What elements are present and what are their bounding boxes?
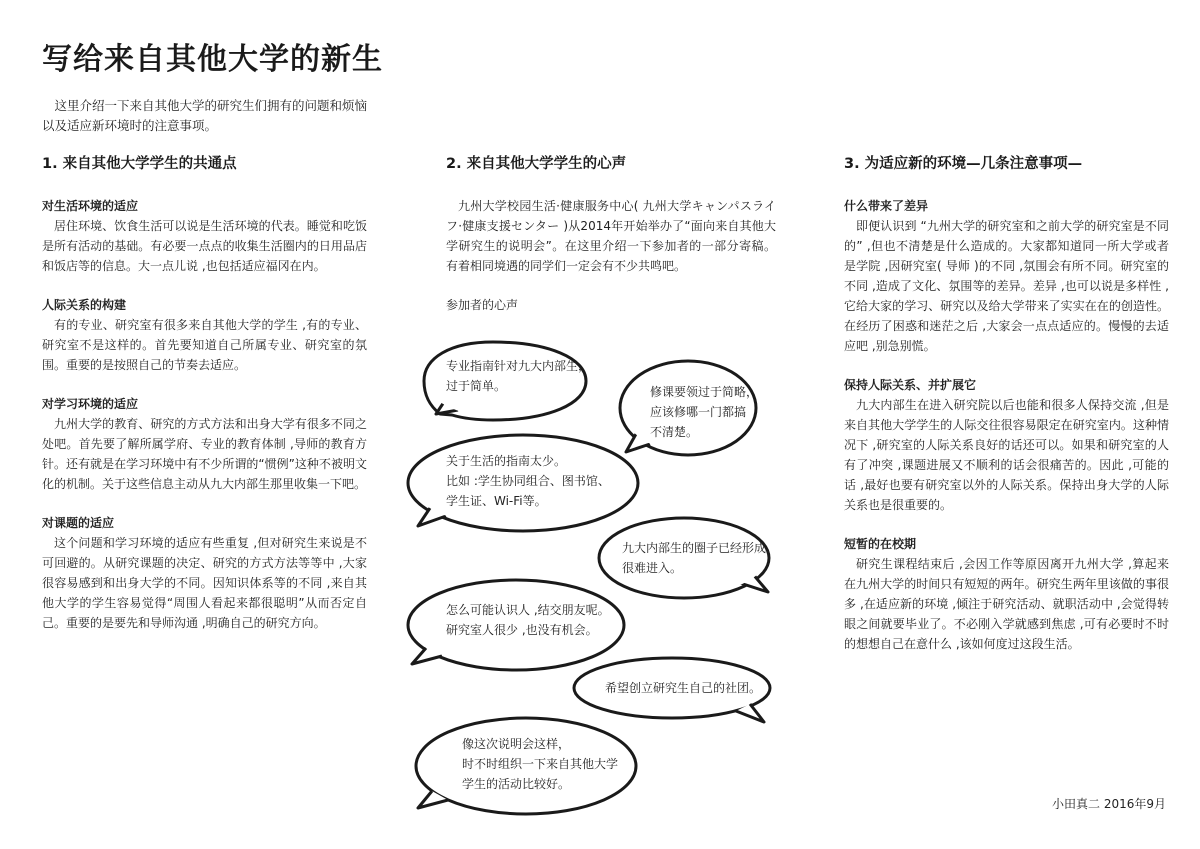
section3-heading: 3. 为适应新的环境—几条注意事项—: [844, 156, 1083, 172]
bubble-text-3: 关于生活的指南太少。 比如 :学生协同组合、图书馆、 学生证、Wi-Fi等。: [446, 454, 610, 508]
page-title: 写给来自其他大学的新生: [42, 42, 383, 77]
study-env-title: 对学习环境的适应: [42, 397, 139, 411]
short-period-title: 短暂的在校期: [844, 537, 917, 551]
section2-heading: 2. 来自其他大学学生的心声: [446, 156, 627, 172]
bubble-text-6: 希望创立研究生自己的社团。: [605, 681, 762, 695]
bubble-text-4: 九大内部生的圈子已经形成， 很难进入。: [622, 541, 779, 575]
author-date: 小田真二 2016年9月: [1052, 797, 1166, 811]
difference-title: 什么带来了差异: [844, 199, 929, 213]
research-topic-text: 这个问题和学习环境的适应有些重复 ,但对研究生来说是不可回避的。从研究课题的决定、研究的方式方法等等中 ,大家很容易感到和出身大学的不同。因知识体系等的不同 ,来自其他大学的学生容易觉得“周围人看起来都很聪明”从而否定自己。重要的是要先和导师沟通 ,明确自己的研究方向。: [42, 536, 367, 630]
bubble-text-1: 专业指南针对九大内部生， 过于简单。: [446, 359, 591, 393]
section2-text: 九州大学校园生活·健康服务中心( 九州大学キャンパスライフ·健康支援センター )从2014年开始举办了“面向来自其他大学研究生的说明会”。在这里介绍一下参加者的一部分寄稿。有着相同境遇的同学们一定会有不少共鸣吧。: [446, 199, 776, 273]
living-env-text: 居住环境、饮食生活可以说是生活环境的代表。睡觉和吃饭是所有活动的基础。有必要一点点的收集生活圈内的日用品店和饭店等的信息。大一点儿说 ,也包括适应福冈在内。: [42, 219, 367, 273]
short-period-text: 研究生课程结束后 ,会因工作等原因离开九州大学 ,算起来在九州大学的时间只有短短的两年。研究生两年里该做的事很多 ,在适应新的环境 ,倾注于研究活动、就职活动中 ,会觉得转眼之间就要毕业了。不必刚入学就感到焦虑 ,可有必要时不时的想想自己在意什么 ,该如何度过这段生活。: [844, 557, 1169, 651]
section-student-voices: [446, 152, 776, 315]
relations-text: 有的专业、研究室有很多来自其他大学的学生 ,有的专业、研究室不是这样的。首先要知道自己所属专业、研究室的氛围。重要的是按照自己的节奏去适应。: [42, 318, 367, 372]
speech-bubbles: [400, 330, 820, 830]
study-env-text: 九州大学的教育、研究的方式方法和出身大学有很多不同之处吧。首先要了解所属学府、专业的教育体制 ,导师的教育方针。还有就是在学习环境中有不少所谓的“惯例”这种不被明文化的机制。关于这些信息主动从九大内部生那里收集一下吧。: [42, 417, 367, 491]
keep-relations-text: 九大内部生在进入研究院以后也能和很多人保持交流 ,但是来自其他大学学生的人际交往很容易限定在研究室内。这种情况下 ,研究室的人际关系良好的话还可以。如果和研究室的人有了冲突 ,课题进展又不顺利的话会很痛苦的。因此 ,可能的话 ,最好也要有研究室以外的人际关系。保持出身大学的人际关系也是很重要的。: [844, 398, 1169, 512]
section-common-points: [42, 152, 367, 652]
research-topic-title: 对课题的适应: [42, 516, 115, 530]
section1-heading: 1. 来自其他大学学生的共通点: [42, 156, 237, 172]
bubble-text-7: 像这次说明会这样， 时不时组织一下来自其他大学 学生的活动比较好。: [462, 737, 619, 791]
keep-relations-title: 保持人际关系、并扩展它: [844, 378, 977, 392]
relations-title: 人际关系的构建: [42, 298, 127, 312]
difference-text: 即便认识到 “九州大学的研究室和之前大学的研究室是不同的” ,但也不清楚是什么造成的。大家都知道同一所大学或者是学院 ,因研究室( 导师 )的不同 ,氛围会有所不同。研究室的不同 ,造成了文化、氛围等的差异。差异 ,也可以说是多样性 ,它给大家的学习、研究以及给大学带来了实实在在的创造性。在经历了困惑和迷茫之后 ,大家会一点点适应的。慢慢的去适应吧 ,别急别慌。: [844, 219, 1169, 353]
bubble-text-5: 怎么可能认识人 ,结交朋友呢。 研究室人很少 ,也没有机会。: [446, 603, 610, 637]
section-tips: [844, 152, 1169, 673]
voices-label: 参加者的心声: [446, 298, 519, 312]
intro-text: 这里介绍一下来自其他大学的研究生们拥有的问题和烦恼 以及适应新环境时的注意事项。: [42, 98, 368, 133]
bubble-text-2: 修课要领过于简略， 应该修哪一门都搞 不清楚。: [650, 385, 759, 439]
living-env-title: 对生活环境的适应: [42, 199, 139, 213]
